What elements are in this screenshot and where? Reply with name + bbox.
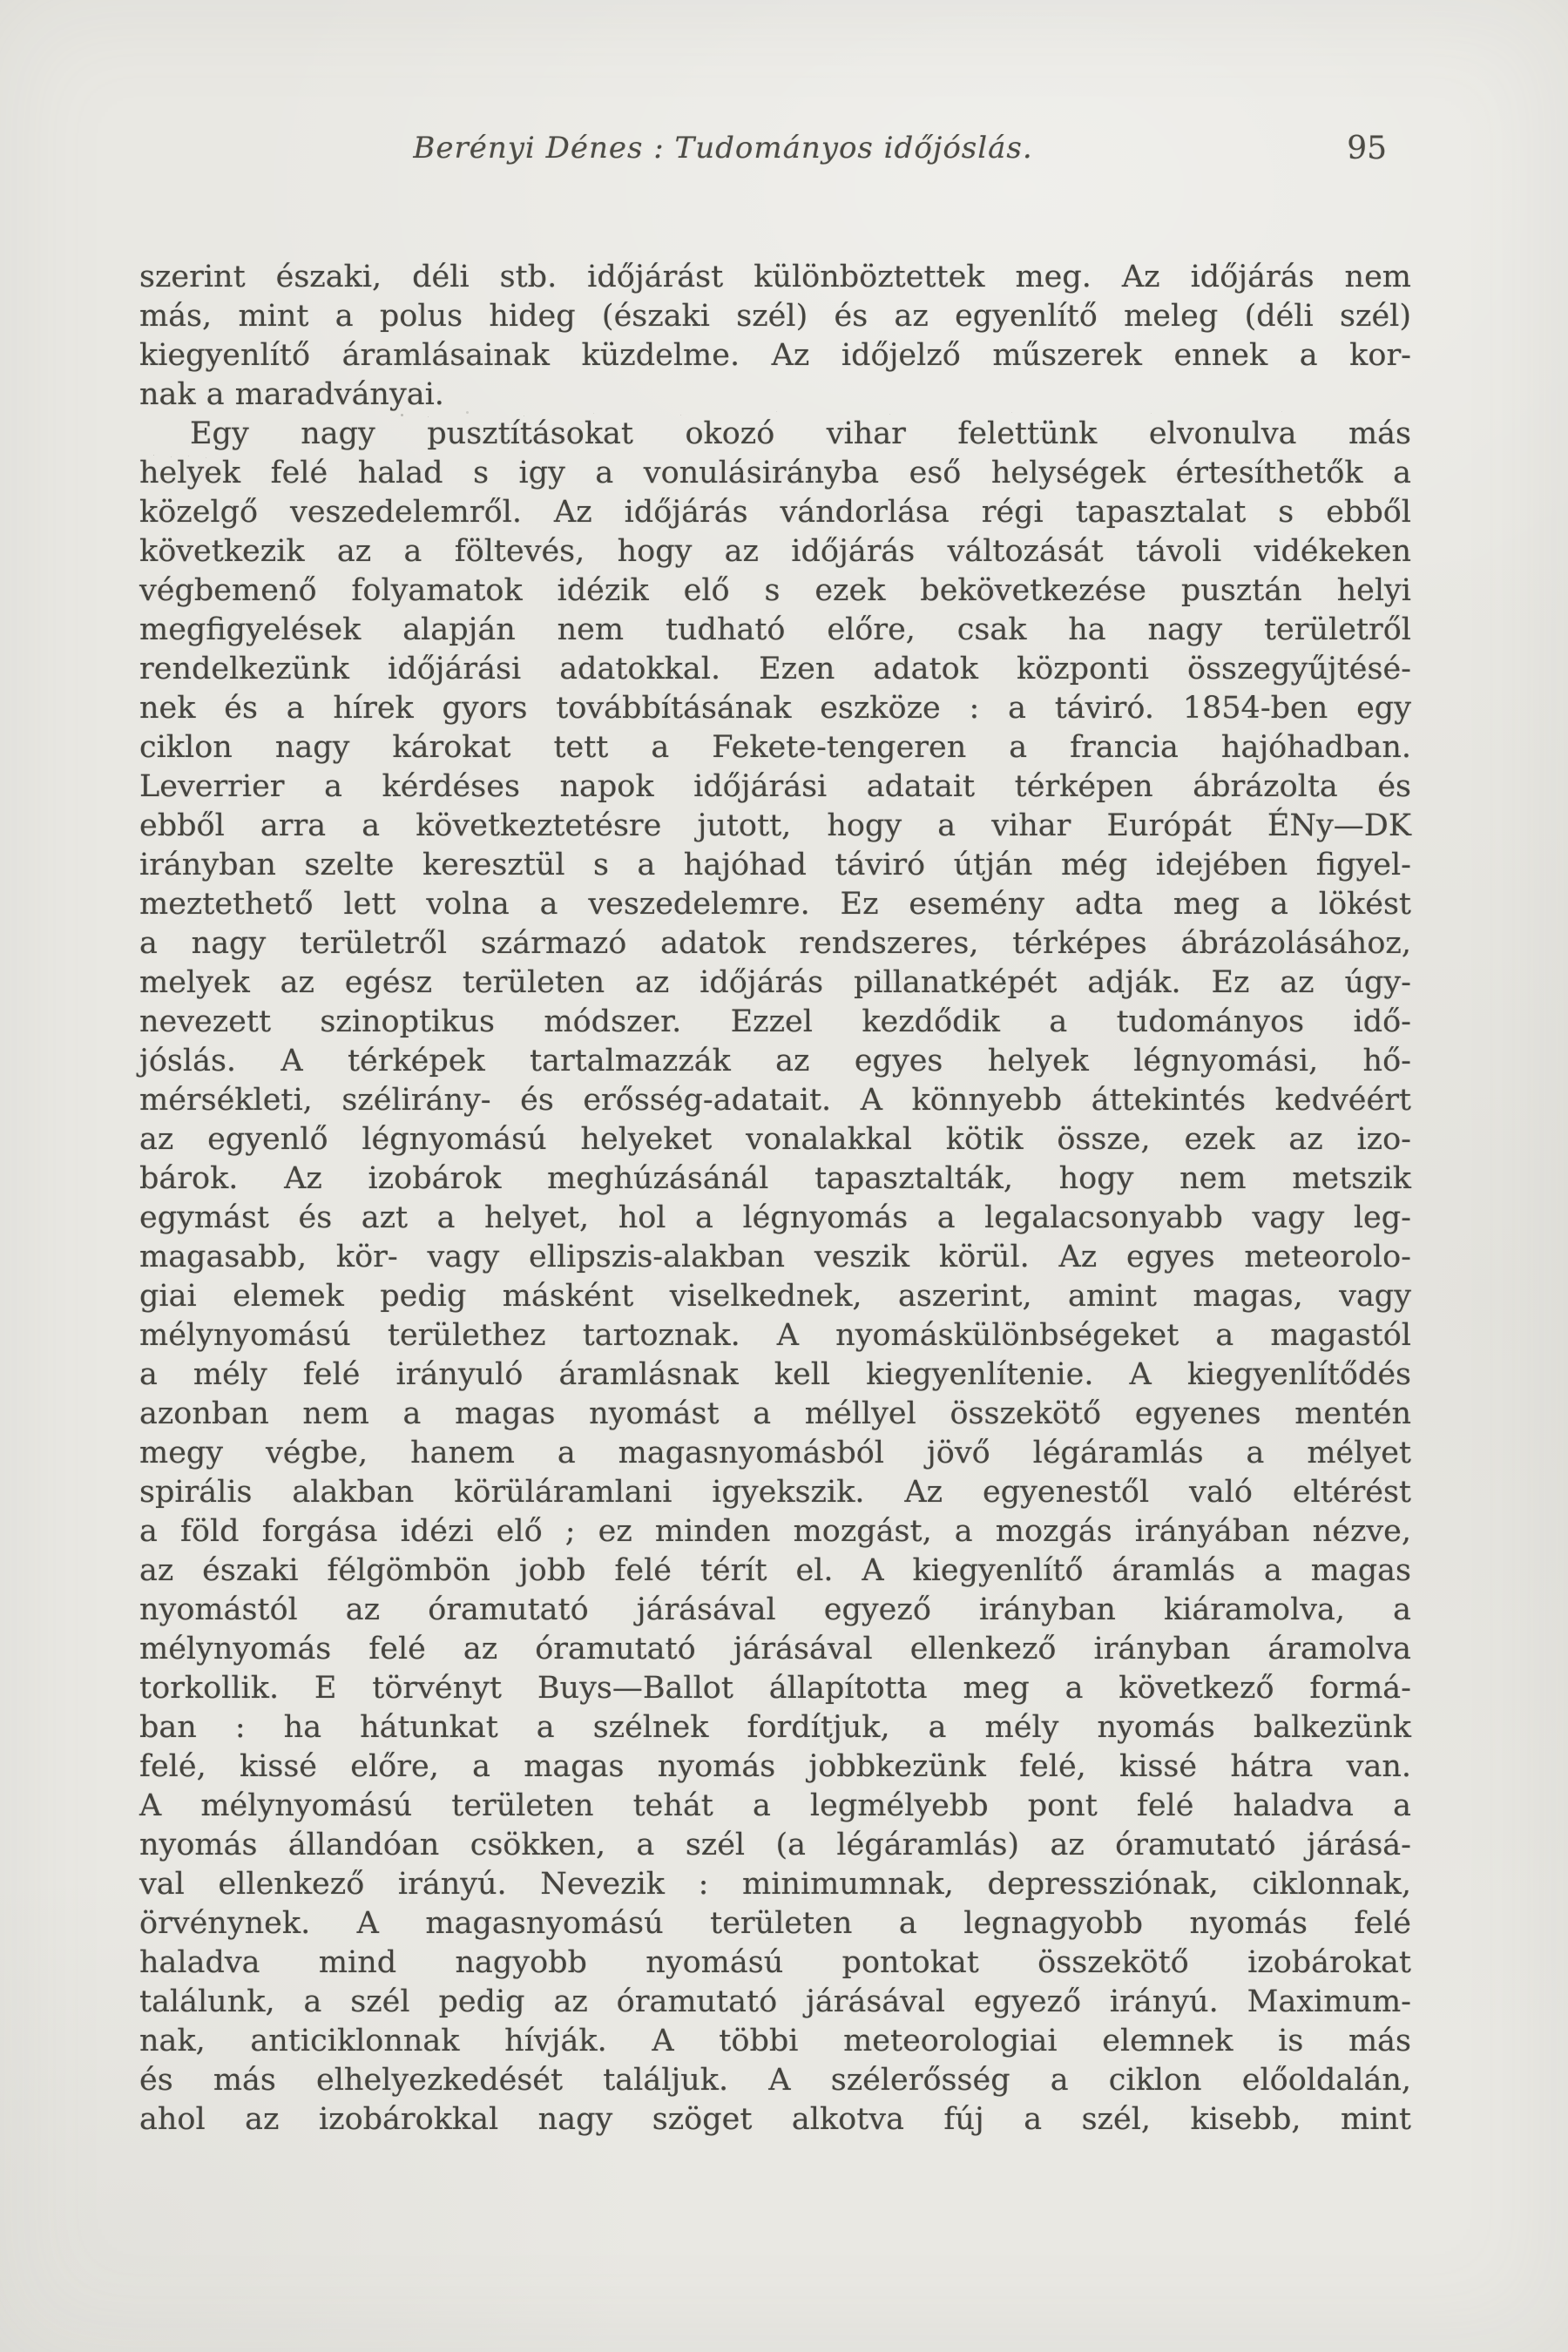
running-title: Berényi Dénes : Tudományos időjóslás. — [413, 131, 1033, 166]
text-line: ban : ha hátunkat a szélnek fordítjuk, a mély nyomás balkezünk — [139, 1710, 1411, 1745]
text-line: torkollik. E törvényt Buys—Ballot állapította meg a következő formá- — [139, 1671, 1411, 1706]
text-line: nak a maradványai. — [139, 377, 444, 412]
text-line: következik az a föltevés, hogy az időjárás változását távoli vidékeken — [139, 534, 1411, 569]
text-line: meztethető lett volna a veszedelemre. Ez esemény adta meg a lökést — [139, 887, 1411, 922]
text-line: megfigyelések alapján nem tudható előre, csak ha nagy területről — [139, 612, 1411, 647]
text-line: nak, anticiklonnak hívják. A többi meteorologiai elemnek is más — [139, 2024, 1411, 2058]
text-line: irányban szelte keresztül s a hajóhad táviró útján még idejében figyel- — [139, 848, 1411, 882]
text-line: szerint északi, déli stb. időjárást különböztettek meg. Az időjárás nem — [139, 260, 1411, 294]
text-line: Leverrier a kérdéses napok időjárási adatait térképen ábrázolta és — [139, 769, 1411, 804]
text-line: az egyenlő légnyomású helyeket vonalakkal kötik össze, ezek az izo- — [139, 1122, 1411, 1157]
running-header — [139, 131, 1411, 174]
text-line: a nagy területről származó adatok rendszeres, térképes ábrázolásához, — [139, 926, 1411, 961]
text-line: rendelkezünk időjárási adatokkal. Ezen adatok központi összegyűjtésé- — [139, 652, 1411, 686]
text-line: felé, kissé előre, a magas nyomás jobbkezünk felé, kissé hátra van. — [139, 1749, 1411, 1784]
text-line: jóslás. A térképek tartalmazzák az egyes helyek légnyomási, hő- — [139, 1044, 1411, 1078]
text-line: az északi félgömbön jobb felé térít el. A kiegyenlítő áramlás a magas — [139, 1553, 1411, 1588]
text-line: nyomástól az óramutató járásával egyező irányban kiáramolva, a — [139, 1592, 1411, 1627]
text-line: spirális alakban körüláramlani igyekszik. Az egyenestől való eltérést — [139, 1475, 1411, 1510]
text-line: nevezett szinoptikus módszer. Ezzel kezdődik a tudományos idő- — [139, 1004, 1411, 1039]
text-line: és más elhelyezkedését találjuk. A szélerősség a ciklon előoldalán, — [139, 2063, 1411, 2098]
text-line: giai elemek pedig másként viselkednek, aszerint, amint magas, vagy — [139, 1279, 1411, 1314]
text-line: val ellenkező irányú. Nevezik : minimumnak, depressziónak, ciklonnak, — [139, 1867, 1411, 1902]
text-line: melyek az egész területen az időjárás pillanatképét adják. Ez az úgy- — [139, 965, 1411, 1000]
text-line: mérsékleti, szélirány- és erősség-adatait. A könnyebb áttekintés kedvéért — [139, 1083, 1411, 1118]
text-line: ciklon nagy károkat tett a Fekete-tengeren a francia hajóhadban. — [139, 730, 1411, 765]
text-line: végbemenő folyamatok idézik elő s ezek bekövetkezése pusztán helyi — [139, 573, 1411, 608]
text-line: nek és a hírek gyors továbbításának eszköze : a táviró. 1854-ben egy — [139, 691, 1411, 726]
text-line: egymást és azt a helyet, hol a légnyomás a legalacsonyabb vagy leg- — [139, 1200, 1411, 1235]
text-line: találunk, a szél pedig az óramutató járásával egyező irányú. Maximum- — [139, 1984, 1411, 2019]
text-line: ebből arra a következtetésre jutott, hogy a vihar Európát ÉNy—DK — [139, 808, 1411, 843]
text-line: azonban nem a magas nyomást a méllyel összekötő egyenes mentén — [139, 1396, 1411, 1431]
text-line: örvénynek. A magasnyomású területen a legnagyobb nyomás felé — [139, 1906, 1411, 1941]
text-line: magasabb, kör- vagy ellipszis-alakban veszik körül. Az egyes meteorolo- — [139, 1240, 1411, 1274]
text-line: megy végbe, hanem a magasnyomásból jövő légáramlás a mélyet — [139, 1436, 1411, 1470]
text-line: A mélynyomású területen tehát a legmélyebb pont felé haladva a — [139, 1788, 1411, 1823]
page-number: 95 — [1347, 131, 1387, 166]
paragraph — [139, 415, 1411, 2139]
text-line: kiegyenlítő áramlásainak küzdelme. Az időjelző műszerek ennek a kor- — [139, 338, 1411, 373]
paragraph — [139, 258, 1411, 415]
text-line: bárok. Az izobárok meghúzásánál tapasztalták, hogy nem metszik — [139, 1161, 1411, 1196]
scan-noise-specks — [401, 414, 403, 416]
text-line: ahol az izobárokkal nagy szöget alkotva fúj a szél, kisebb, mint — [139, 2102, 1411, 2137]
text-line: közelgő veszedelemről. Az időjárás vándorlása régi tapasztalat s ebből — [139, 495, 1411, 530]
text-line: nyomás állandóan csökken, a szél (a légáramlás) az óramutató járásá- — [139, 1828, 1411, 1862]
text-line: mélynyomású területhez tartoznak. A nyomáskülönbségeket a magastól — [139, 1318, 1411, 1353]
text-line: haladva mind nagyobb nyomású pontokat összekötő izobárokat — [139, 1945, 1411, 1980]
text-line: helyek felé halad s igy a vonulásirányba eső helységek értesíthetők a — [139, 456, 1411, 490]
text-line: a föld forgása idézi elő ; ez minden mozgást, a mozgás irányában nézve, — [139, 1514, 1411, 1549]
text-line: mélynyomás felé az óramutató járásával ellenkező irányban áramolva — [139, 1632, 1411, 1666]
text-line: más, mint a polus hideg (északi szél) és az egyenlítő meleg (déli szél) — [139, 299, 1411, 334]
text-block — [139, 258, 1411, 2139]
text-line: Egy nagy pusztításokat okozó vihar felettünk elvonulva más — [190, 416, 1411, 451]
text-line: a mély felé irányuló áramlásnak kell kiegyenlítenie. A kiegyenlítődés — [139, 1357, 1411, 1392]
